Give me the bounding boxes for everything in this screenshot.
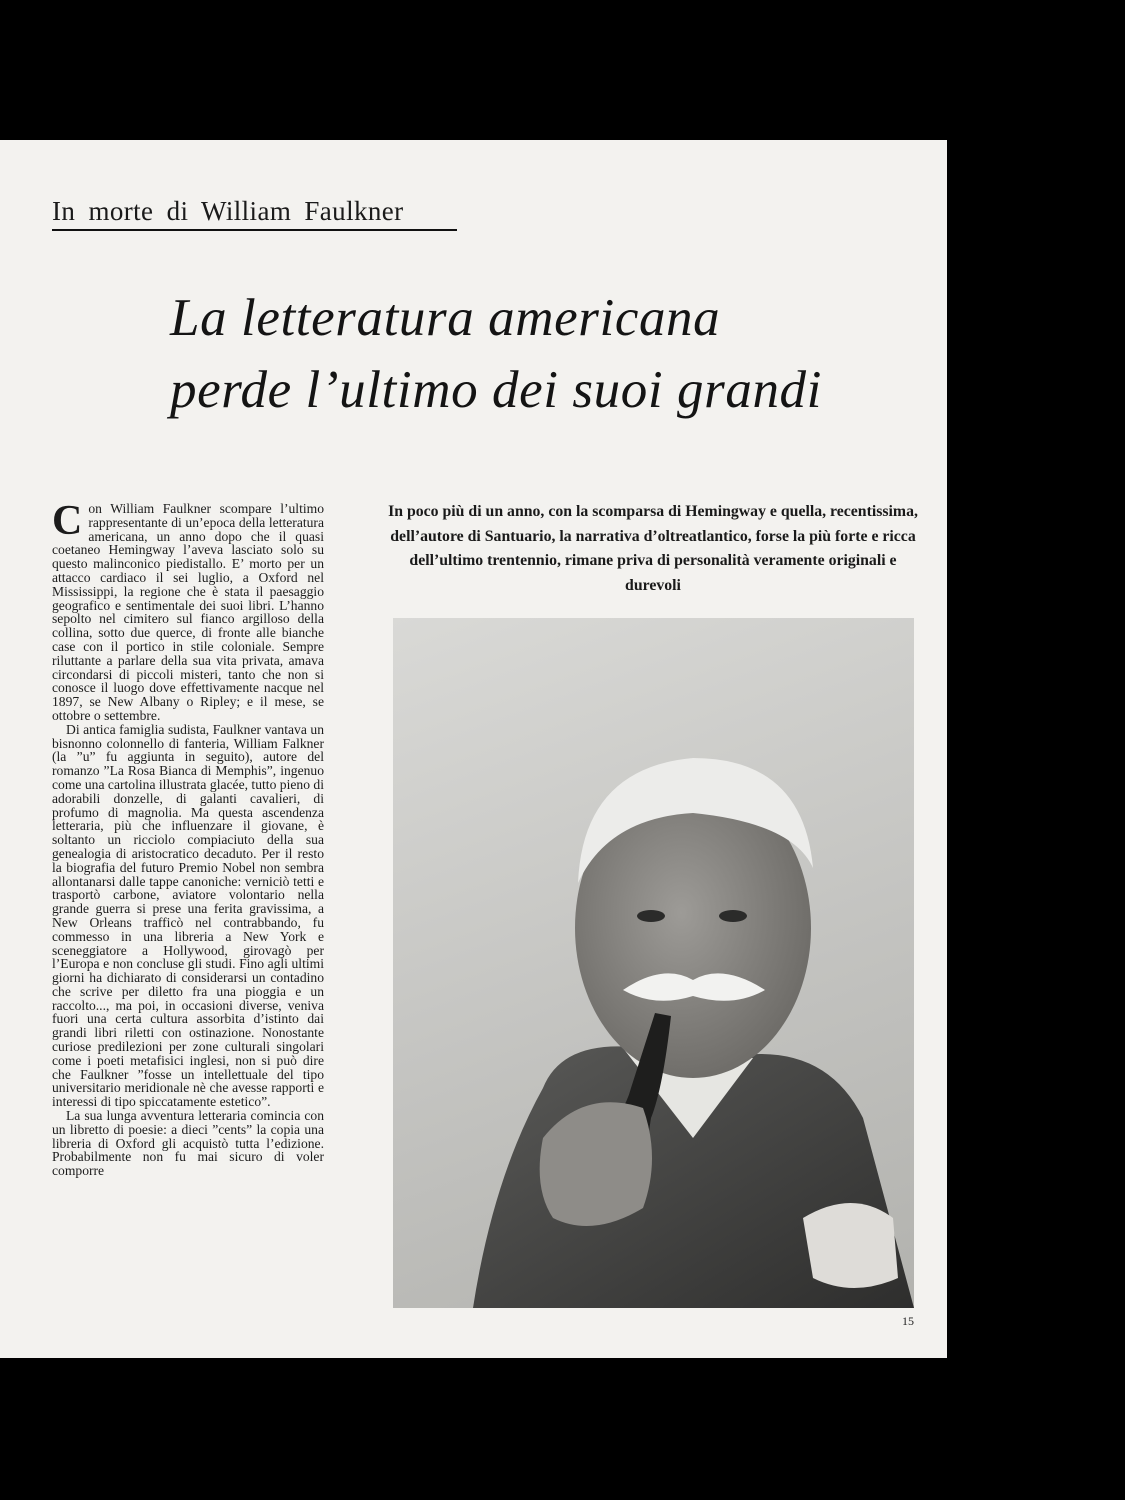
section-kicker: In morte di William Faulkner <box>52 196 457 231</box>
right-eye <box>719 910 747 922</box>
portrait-photo-icon <box>393 618 914 1308</box>
body-paragraph-1 <box>52 498 324 723</box>
author-portrait-photo <box>393 618 914 1308</box>
standfirst: In poco più di un anno, con la scomparsa di Hemingway e quella, recentissima, dell’autore di Santuario, la narrativa d’oltreatlantico, forse la più forte e ricca dell’ultimo trentennio, rimane priva di personalità veramente originali e durevoli <box>388 503 918 594</box>
cuff-shape <box>803 1203 898 1288</box>
headline-line-1: La letteratura americana <box>170 289 721 347</box>
headline <box>170 282 930 426</box>
headline-line-2: perde l’ultimo dei suoi grandi <box>170 361 822 419</box>
left-eye <box>637 910 665 922</box>
body-paragraph-1-text: on William Faulkner scompare l’ultimo rappresentante di un’epoca della letteratura americana, un anno dopo che il quasi coetaneo Hemingway l’aveva lasciato solo su questo malinconico piedistallo. E’ morto per un attacco cardiaco il sei luglio, a Oxford nel Mississippi, la regione che è stata il paesaggio geografico e sentimentale dei suoi libri. L’hanno sepolto nel cimitero sul fianco argilloso della collina, sotto due querce, di fronte alle bianche case con il portico in stile coloniale. Sempre riluttante a parlare della sua vita privata, amava circondarsi di piccoli misteri, tanto che non si conosce il luogo dove effettivamente nacque nel 1897, se New Albany o Ripley; e il mese, se ottobre o settembre. <box>52 501 324 723</box>
magazine-page <box>0 140 947 1358</box>
drop-cap: C <box>52 498 83 544</box>
page-number: 15 <box>902 1314 914 1328</box>
body-paragraph-2: Di antica famiglia sudista, Faulkner vantava un bisnonno colonnello di fanteria, William Falkner (la ”u” fu aggiunta in seguito), autore del romanzo ”La Rosa Bianca di Memphis”, ingenuo come una cartolina illustrata glacée, tutto pieno di adorabili donzelle, di galanti cavalieri, di profumo di magnolia. Ma questa ascendenza letteraria, più che influenzare il giovane, è soltanto un ricciolo compiaciuto della sua genealogia di aristocratico decaduto. Per il resto la biografia del futuro Premio Nobel non sembra allontanarsi dalle tappe canoniche: verniciò tetti e trasportò carbone, aviatore volontario nella grande guerra si prese una ferita gravissima, a New Orleans trafficò nel contrabbando, fu commesso in una libreria a New York e sceneggiatore a Hollywood, girovagò per l’Europa e non concluse gli studi. Fino agli ultimi giorni ha dichiarato di considerarsi un contadino che scrive per diletto fra una pioggia e un raccolto..., ma poi, in occasioni diverse, veniva fuori una certa cultura assorbita d’istinto dai grandi libri riletti con ostinazione. Nonostante curiose predilezioni per zone culturali singolari come i poeti metafisici inglesi, non si può dire che Faulkner ”fosse un intellettuale del tipo universitario meridionale nè che avesse rapporti e interessi di tipo spiccatamente estetico”. <box>52 721 324 1110</box>
body-column <box>52 498 324 1179</box>
body-paragraph-3: La sua lunga avventura letteraria comincia con un libretto di poesie: a dieci ”cents” la copia una libreria di Oxford gli acquistò tutta l’edizione. Probabilmente non fu mai sicuro di voler comporre <box>52 1108 324 1179</box>
